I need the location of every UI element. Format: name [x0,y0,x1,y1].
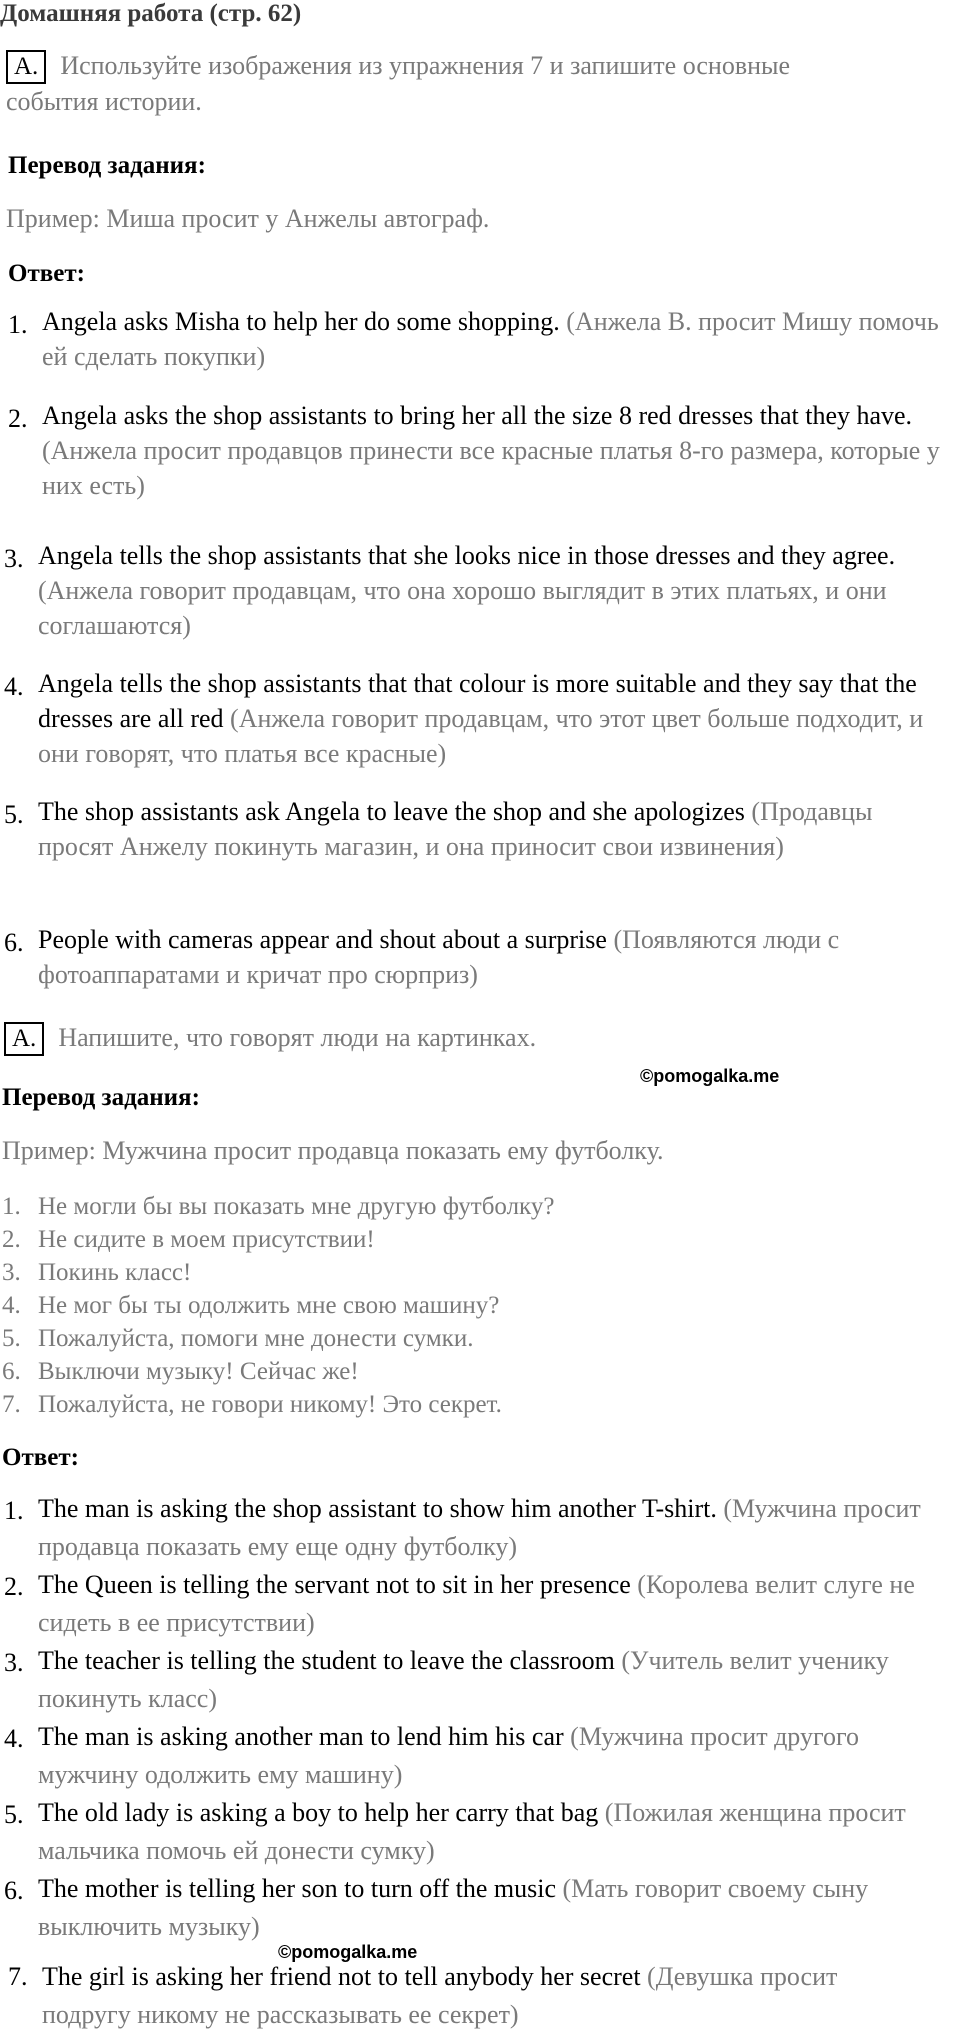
task-text: Используйте изображения из упражнения 7 и запишите основные события истории. [6,51,791,116]
answer-en: The teacher is telling the student to leave the classroom [38,1646,615,1675]
answer-ru: (Анжела говорит продавцам, что этот цвет больше подходит, и они говорят, что платья все красные) [38,704,924,768]
answer-en: The girl is asking her friend not to tell anybody her secret [42,1962,641,1991]
answer-en: People with cameras appear and shout about a surprise [38,925,607,954]
answer-item [38,1490,938,1566]
answer-heading: Ответ: [8,260,85,287]
answer-number: 1. [4,1496,24,1525]
answer-number: 7. [8,1962,28,1991]
watermark-bottom: ©pomogalka.me [278,1942,418,1962]
task-2 [4,1020,904,1056]
answer-ru: (Анжела просит продавцов принести все красные платья 8-го размера, которые у них есть) [42,436,940,500]
answer-item [38,1870,958,1946]
answer-ru: (Мужчина просит продавца показать ему еще одну футболку) [38,1494,921,1561]
answer-number: 6. [4,928,24,957]
answer-item [38,538,938,643]
example-text: Пример: Мужчина просит продавца показать ему футболку. [2,1136,664,1165]
answer-en: The man is asking another man to lend him his car [38,1722,564,1751]
list-item: 3. Покинь класс! [2,1259,192,1286]
list-item: 1. Не могли бы вы показать мне другую футболку? [2,1193,555,1220]
answer-number: 5. [4,800,24,829]
answer-en: The mother is telling her son to turn off the music [38,1874,556,1903]
answer-item [38,1642,898,1718]
answer-number: 4. [4,1724,24,1753]
page-title: Домашняя работа (стр. 62) [0,0,302,27]
answer-item [38,1718,938,1794]
list-item: 2. Не сидите в моем присутствии! [2,1226,375,1253]
task-text: Напишите, что говорят люди на картинках. [58,1023,537,1052]
answer-en: The Queen is telling the servant not to sit in her presence [38,1570,631,1599]
answer-en: The man is asking the shop assistant to show him another T-shirt. [38,1494,717,1523]
answer-number: 5. [4,1800,24,1829]
answer-number: 3. [4,1648,24,1677]
translation-heading: Перевод задания: [2,1084,200,1111]
task-label: A. [6,50,46,84]
answer-number: 2. [8,404,28,433]
translation-heading: Перевод задания: [8,152,206,179]
answer-ru: (Продавцы просят Анжелу покинуть магазин, и она приносит свои извинения) [38,797,873,861]
answer-en: The shop assistants ask Angela to leave the shop and she apologizes [38,797,745,826]
answer-en: Angela tells the shop assistants that that colour is more suitable and they say that the dresses are all red [38,669,917,733]
answer-number: 3. [4,544,24,573]
list-item: 6. Выключи музыку! Сейчас же! [2,1358,359,1385]
answer-ru: (Анжела говорит продавцам, что она хорошо выглядит в этих платьях, и они соглашаются) [38,576,887,640]
answer-item [42,398,942,503]
answer-number: 4. [4,672,24,701]
answer-en: Angela tells the shop assistants that she looks nice in those dresses and they agree. [38,541,896,570]
watermark-top: ©pomogalka.me [640,1066,780,1086]
answer-ru: (Пожилая женщина просит мальчика помочь ей донести сумку) [38,1798,906,1865]
answer-item [42,304,942,374]
answer-ru: (Появляются люди с фотоаппаратами и кричат про сюрприз) [38,925,840,989]
answer-en: Angela asks Misha to help her do some shopping. [42,307,560,336]
answer-item [38,666,938,771]
answer-heading: Ответ: [2,1444,79,1471]
answer-ru: (Мужчина просит другого мужчину одолжить ему машину) [38,1722,859,1789]
answer-ru: (Королева велит слуге не сидеть в ее присутствии) [38,1570,915,1637]
answer-item [38,794,918,864]
answer-en: The old lady is asking a boy to help her carry that bag [38,1798,599,1827]
answer-ru: (Девушка просит подругу никому не рассказывать ее секрет) [42,1962,838,2029]
phrases-list [2,1190,554,1421]
task-label: A. [4,1022,44,1056]
example-text: Пример: Миша просит у Анжелы автограф. [6,204,490,233]
answer-ru: (Мать говорит своему сыну выключить музыку) [38,1874,869,1941]
task-1 [6,48,886,120]
answer-number: 6. [4,1876,24,1905]
answer-item [38,1566,918,1642]
answer-en: Angela asks the shop assistants to bring her all the size 8 red dresses that they have. [42,401,913,430]
list-item: 7. Пожалуйста, не говори никому! Это секрет. [2,1391,502,1418]
list-item: 5. Пожалуйста, помоги мне донести сумки. [2,1325,474,1352]
answer-item [38,922,938,992]
answer-ru: (Учитель велит ученику покинуть класс) [38,1646,889,1713]
answer-number: 2. [4,1572,24,1601]
answer-item [42,1958,922,2034]
answer-item [38,1794,918,1870]
answer-number: 1. [8,310,28,339]
list-item: 4. Не мог бы ты одолжить мне свою машину? [2,1292,500,1319]
answer-ru: (Анжела В. просит Мишу помочь ей сделать покупки) [42,307,939,371]
